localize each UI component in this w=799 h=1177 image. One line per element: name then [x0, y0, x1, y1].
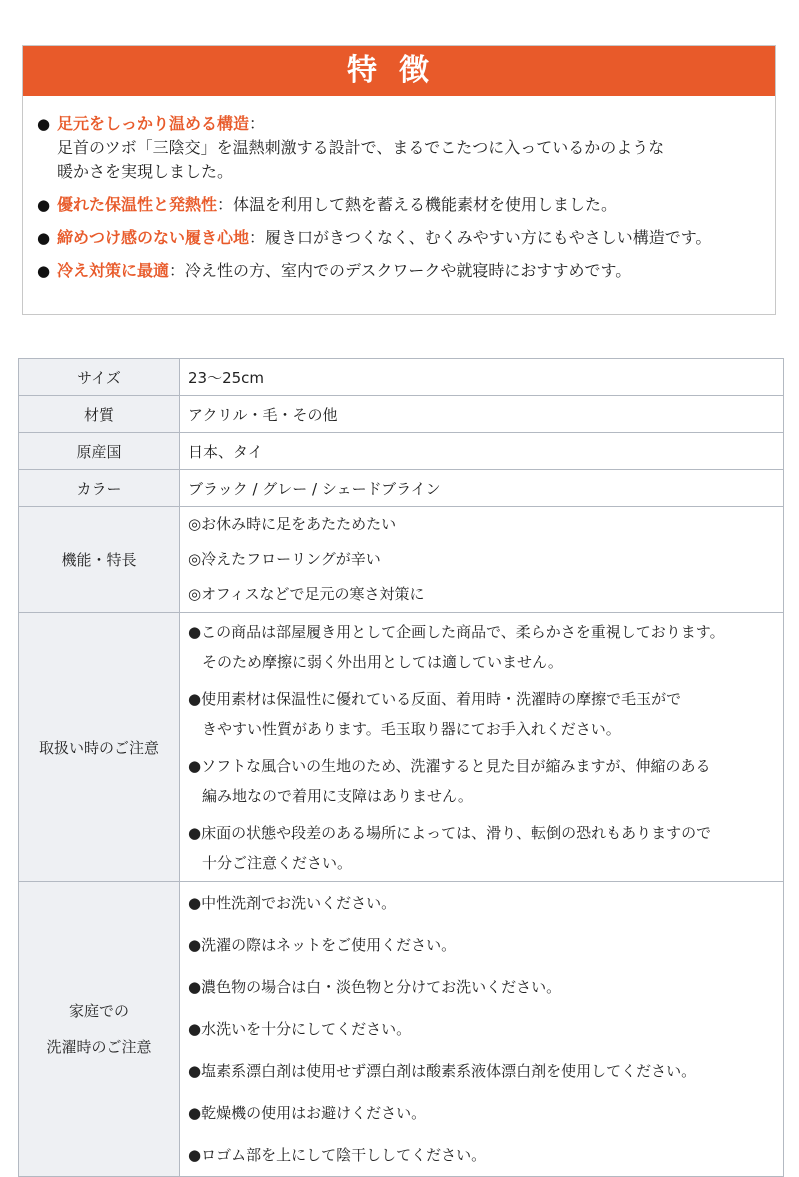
caution-line: そのため摩擦に弱く外出用としては適していません。 [202, 653, 563, 671]
table-row [19, 396, 784, 433]
function-value [180, 507, 784, 613]
feature-item [37, 193, 775, 217]
caution-item [188, 680, 783, 747]
caution-line: きやすい性質があります。毛玉取り器にてお手入れください。 [202, 720, 621, 738]
bullet-icon: ● [37, 229, 51, 247]
washing-item: ●洗濯の際はネットをご使用ください。 [188, 936, 457, 954]
feature-item [37, 112, 775, 184]
origin-value: 日本、タイ [180, 433, 784, 470]
handling-label: 取扱い時のご注意 [19, 613, 180, 882]
function-line: ◎お休み時に足をあたためたい [188, 515, 397, 533]
feature-text-line: 足首のツボ「三陰交」を温熱刺激する設計で、まるでこたつに入っているかのような [57, 138, 665, 157]
feature-separator: ： [249, 114, 266, 133]
caution-line: ●使用素材は保温性に優れている反面、着用時・洗濯時の摩擦で毛玉がで [188, 690, 682, 708]
caution-line: ●床面の状態や段差のある場所によっては、滑り、転倒の恐れもありますので [188, 824, 712, 842]
bullet-icon: ● [37, 115, 51, 133]
feature-title: 優れた保温性と発熱性 [57, 195, 218, 214]
feature-title: 冷え対策に最適 [57, 261, 170, 280]
handling-value [180, 613, 784, 882]
feature-list [23, 96, 775, 283]
table-row [19, 507, 784, 613]
feature-title: 締めつけ感のない履き心地 [57, 228, 250, 247]
washing-value [180, 882, 784, 1177]
function-line: ◎冷えたフローリングが辛い [188, 550, 381, 568]
washing-label-line: 家庭での [68, 1002, 129, 1020]
size-label: サイズ [19, 359, 180, 396]
washing-item: ●乾燥機の使用はお避けください。 [188, 1104, 427, 1122]
features-heading: 特徴 [23, 46, 775, 96]
washing-item: ●中性洗剤でお洗いください。 [188, 894, 397, 912]
feature-title: 足元をしっかり温める構造 [57, 114, 250, 133]
washing-item: ●濃色物の場合は白・淡色物と分けてお洗いください。 [188, 978, 562, 996]
color-value: ブラック / グレー / シェードブライン [180, 470, 784, 507]
washing-label-line: 洗濯時のご注意 [46, 1038, 152, 1056]
bullet-icon: ● [37, 196, 51, 214]
material-value: アクリル・毛・その他 [180, 396, 784, 433]
table-row [19, 433, 784, 470]
feature-separator: ： [169, 261, 186, 280]
material-label: 材質 [19, 396, 180, 433]
function-line: ◎オフィスなどで足元の寒さ対策に [188, 585, 425, 603]
origin-label: 原産国 [19, 433, 180, 470]
table-row [19, 613, 784, 882]
feature-text: 冷え性の方、室内でのデスクワークや就寝時におすすめです。 [185, 261, 632, 280]
feature-separator: ： [217, 195, 234, 214]
table-row [19, 882, 784, 1177]
caution-item [188, 747, 783, 814]
caution-item [188, 613, 783, 680]
feature-text-line: 暖かさを実現しました。 [57, 162, 234, 181]
washing-label [19, 882, 180, 1177]
caution-line: ●ソフトな風合いの生地のため、洗濯すると見た目が縮みますが、伸縮のある [188, 757, 711, 775]
size-value: 23～25cm [180, 359, 784, 396]
caution-line: 十分ご注意ください。 [202, 854, 353, 872]
washing-item: ●水洗いを十分にしてください。 [188, 1020, 412, 1038]
feature-separator: ： [249, 228, 266, 247]
bullet-icon: ● [37, 262, 51, 280]
features-box [22, 45, 776, 315]
caution-line: ●この商品は部屋履き用として企画した商品で、柔らかさを重視しております。 [188, 623, 725, 641]
feature-text: 履き口がきつくなく、むくみやすい方にもやさしい構造です。 [265, 228, 712, 247]
washing-item: ●ロゴム部を上にして陰干ししてください。 [188, 1146, 487, 1164]
spec-table [18, 358, 784, 1177]
caution-item [188, 814, 783, 881]
table-row [19, 470, 784, 507]
table-row [19, 359, 784, 396]
feature-text: 体温を利用して熱を蓄える機能素材を使用しました。 [233, 195, 618, 214]
caution-line: 編み地なので着用に支障はありません。 [202, 787, 473, 805]
color-label: カラー [19, 470, 180, 507]
washing-item: ●塩素系漂白剤は使用せず漂白剤は酸素系液体漂白剤を使用してください。 [188, 1062, 697, 1080]
function-label: 機能・特長 [19, 507, 180, 613]
feature-item [37, 226, 775, 250]
feature-item [37, 259, 775, 283]
